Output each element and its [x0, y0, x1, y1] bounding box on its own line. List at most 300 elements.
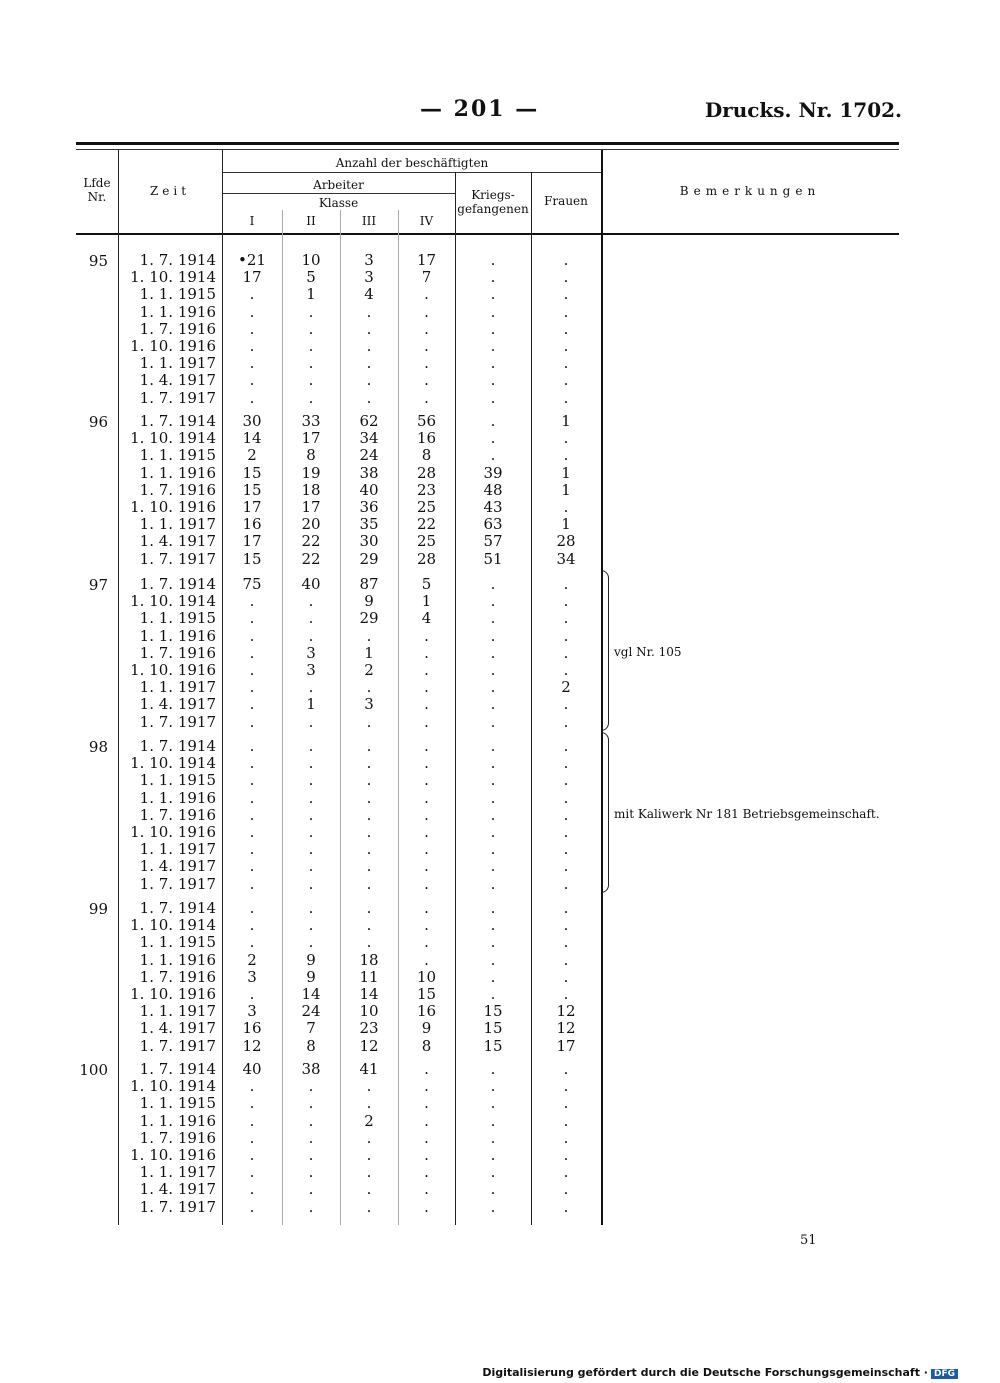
value-cell: 1 [421, 592, 432, 611]
remark-text: mit Kaliwerk Nr 181 Betriebsgemeinschaft. [614, 806, 880, 821]
value-cell: 51 [483, 549, 503, 568]
value-cell: 15 [416, 985, 437, 1003]
value-cell: . [366, 916, 372, 935]
date-cell: 1. 7. 1916 [139, 967, 216, 986]
date-cell: 1. 1. 1916 [139, 626, 216, 645]
value-cell: . [366, 1094, 372, 1113]
value-cell: 16 [416, 1002, 437, 1021]
value-cell: . [490, 412, 496, 430]
value-cell: . [308, 1111, 314, 1130]
value-cell: . [308, 1094, 314, 1113]
date-cell: 1. 7. 1916 [139, 643, 216, 662]
value-cell: . [308, 754, 314, 773]
table-row [0, 1147, 1000, 1164]
value-cell: . [308, 609, 314, 628]
value-cell: . [366, 302, 372, 321]
date-cell: 1. 7. 1914 [139, 575, 216, 593]
date-cell: 1. 7. 1917 [139, 388, 216, 407]
value-cell: . [490, 823, 496, 841]
table-row [0, 841, 1000, 858]
value-cell: . [308, 678, 314, 697]
value-cell: . [308, 1163, 314, 1182]
table-row [0, 465, 1000, 482]
value-cell: . [249, 592, 255, 611]
value-cell: . [308, 899, 314, 917]
value-cell: 1 [561, 480, 571, 499]
value-cell: . [424, 285, 429, 304]
value-cell: 28 [416, 549, 437, 568]
table-row [0, 645, 1000, 662]
value-cell: 15 [483, 1036, 503, 1055]
date-cell: 1. 1. 1915 [139, 771, 216, 790]
value-cell: . [563, 446, 569, 465]
date-cell: 1. 1. 1916 [139, 463, 216, 482]
value-cell: 3 [364, 268, 374, 287]
value-cell: 7 [421, 268, 432, 287]
table-row [0, 430, 1000, 447]
header-divider-klasse [222, 193, 455, 194]
date-cell: 1. 4. 1917 [139, 857, 216, 876]
table-row [0, 876, 1000, 893]
table-row [0, 969, 1000, 986]
value-cell: 12 [359, 1036, 379, 1055]
value-cell: 36 [359, 498, 379, 516]
header-bottom-rule [76, 233, 899, 235]
table-row [0, 286, 1000, 303]
value-cell: 3 [306, 643, 316, 662]
value-cell: . [249, 1111, 255, 1130]
value-cell: . [490, 899, 496, 917]
value-cell: . [249, 609, 255, 628]
group-number: 95 [88, 252, 108, 270]
value-cell: . [490, 805, 496, 824]
date-cell: 1. 10. 1914 [130, 1077, 216, 1096]
value-cell: . [308, 771, 314, 790]
value-cell: . [424, 788, 429, 807]
header-frauen: Frauen [544, 194, 588, 208]
value-cell: . [563, 899, 569, 917]
value-cell: . [563, 823, 569, 841]
value-cell: . [308, 823, 314, 841]
value-cell: . [563, 737, 569, 755]
table-row [0, 338, 1000, 355]
value-cell: 25 [416, 532, 437, 551]
value-cell: . [563, 319, 569, 338]
value-cell: 9 [306, 967, 316, 986]
value-cell: . [490, 643, 496, 662]
value-cell: . [563, 916, 569, 935]
table-row [0, 413, 1000, 430]
value-cell: . [308, 337, 314, 355]
value-cell: . [490, 575, 496, 593]
value-cell: . [563, 1094, 569, 1113]
value-cell: . [249, 857, 255, 876]
dfg-logo: DFG [931, 1369, 958, 1379]
value-cell: 8 [421, 446, 432, 465]
group-number: 100 [79, 1061, 108, 1079]
value-cell: 23 [359, 1019, 379, 1038]
value-cell: . [308, 1180, 314, 1199]
value-cell: 24 [359, 446, 379, 465]
date-cell: 1. 1. 1915 [139, 933, 216, 952]
table-row [0, 1181, 1000, 1198]
date-cell: 1. 10. 1916 [130, 823, 216, 841]
value-cell: . [308, 1146, 314, 1164]
value-cell: . [366, 354, 372, 373]
table-row [0, 551, 1000, 568]
value-cell: . [490, 429, 496, 448]
date-cell: 1. 1. 1915 [139, 446, 216, 465]
value-cell: . [490, 916, 496, 935]
value-cell: 5 [306, 268, 316, 287]
value-cell: 3 [247, 1002, 257, 1021]
header-klasse-iii: III [361, 214, 377, 228]
value-cell: 20 [301, 515, 321, 534]
date-cell: 1. 7. 1917 [139, 712, 216, 731]
table-row [0, 1061, 1000, 1078]
value-cell: 87 [359, 575, 379, 593]
value-cell: . [366, 805, 372, 824]
date-cell: 1. 1. 1917 [139, 1163, 216, 1182]
table-row [0, 986, 1000, 1003]
date-cell: 1. 1. 1917 [139, 840, 216, 859]
value-cell: . [249, 899, 255, 917]
table-row [0, 593, 1000, 610]
value-cell: 9 [364, 592, 374, 611]
value-cell: 34 [556, 549, 576, 568]
value-cell: . [563, 251, 569, 269]
value-cell: . [424, 950, 429, 969]
value-cell: . [424, 695, 429, 714]
value-cell: 8 [421, 1036, 432, 1055]
date-cell: 1. 1. 1915 [139, 1094, 216, 1113]
date-cell: 1. 7. 1917 [139, 1197, 216, 1216]
value-cell: . [563, 771, 569, 790]
table-row [0, 372, 1000, 389]
value-cell: . [563, 575, 569, 593]
group-number: 96 [88, 413, 108, 431]
value-cell: 17 [416, 251, 437, 269]
value-cell: . [563, 967, 569, 986]
value-cell: . [563, 285, 569, 304]
value-cell: 38 [301, 1060, 321, 1078]
top-rule-thin [76, 149, 899, 150]
value-cell: . [308, 737, 314, 755]
header-kriegsgefangenen: Kriegs- gefangenen [457, 188, 529, 216]
value-cell: . [563, 302, 569, 321]
date-cell: 1. 1. 1916 [139, 1111, 216, 1130]
value-cell: . [249, 302, 255, 321]
table-row [0, 952, 1000, 969]
value-cell: . [563, 498, 569, 516]
value-cell: 2 [364, 661, 374, 679]
table-row [0, 447, 1000, 464]
value-cell: . [249, 737, 255, 755]
value-cell: . [424, 371, 429, 390]
value-cell: . [249, 788, 255, 807]
value-cell: . [249, 754, 255, 773]
value-cell: . [563, 874, 569, 893]
group-number: 99 [88, 900, 108, 918]
value-cell: . [308, 1197, 314, 1216]
date-cell: 1. 7. 1916 [139, 1128, 216, 1147]
value-cell: . [490, 609, 496, 628]
value-cell: 43 [483, 498, 503, 516]
digitization-credit [482, 1366, 958, 1379]
table-row [0, 576, 1000, 593]
value-cell: 9 [421, 1019, 432, 1038]
value-cell: . [308, 1077, 314, 1096]
value-cell: 39 [483, 463, 503, 482]
table-row [0, 1078, 1000, 1095]
table-row [0, 934, 1000, 951]
value-cell: . [424, 805, 429, 824]
date-cell: 1. 4. 1917 [139, 1180, 216, 1199]
value-cell: . [366, 319, 372, 338]
value-cell: . [366, 899, 372, 917]
value-cell: . [424, 1180, 429, 1199]
table-row [0, 610, 1000, 627]
table-row [0, 1113, 1000, 1130]
value-cell: . [366, 823, 372, 841]
value-cell: . [424, 1128, 429, 1147]
date-cell: 1. 7. 1917 [139, 1036, 216, 1055]
value-cell: . [366, 1146, 372, 1164]
value-cell: 15 [242, 549, 262, 568]
table-row [0, 714, 1000, 731]
value-cell: . [424, 771, 429, 790]
top-rule [76, 142, 899, 145]
value-cell: 17 [301, 429, 321, 448]
value-cell: . [563, 268, 569, 287]
value-cell: 17 [242, 498, 262, 516]
value-cell: . [490, 1111, 496, 1130]
value-cell: . [424, 1077, 429, 1096]
value-cell: 16 [242, 515, 262, 534]
value-cell: . [490, 1180, 496, 1199]
value-cell: 33 [301, 412, 321, 430]
value-cell: . [490, 967, 496, 986]
value-cell: 56 [416, 412, 437, 430]
value-cell: . [249, 1077, 255, 1096]
value-cell: . [308, 371, 314, 390]
value-cell: . [563, 337, 569, 355]
value-cell: . [249, 371, 255, 390]
header-klasse: Klasse [318, 196, 359, 210]
value-cell: . [563, 1111, 569, 1130]
value-cell: . [563, 1146, 569, 1164]
table-row [0, 790, 1000, 807]
date-cell: 1. 7. 1916 [139, 319, 216, 338]
table-row [0, 1095, 1000, 1112]
value-cell: 15 [483, 1019, 503, 1038]
value-cell: 34 [359, 429, 379, 448]
value-cell: . [563, 712, 569, 731]
value-cell: . [366, 1128, 372, 1147]
date-cell: 1. 7. 1917 [139, 549, 216, 568]
value-cell: . [490, 446, 496, 465]
table-row [0, 900, 1000, 917]
value-cell: 3 [306, 661, 316, 679]
value-cell: . [490, 661, 496, 679]
value-cell: . [249, 1180, 255, 1199]
header-klasse-ii: II [306, 214, 316, 228]
value-cell: . [563, 661, 569, 679]
group-number: 97 [88, 576, 108, 594]
value-cell: . [424, 712, 429, 731]
value-cell: . [490, 1128, 496, 1147]
value-cell: . [490, 251, 496, 269]
value-cell: 19 [301, 463, 321, 482]
value-cell: . [366, 712, 372, 731]
value-cell: 41 [359, 1060, 379, 1078]
header-bemerkungen: Bemerkungen [679, 184, 821, 198]
value-cell: . [563, 695, 569, 714]
value-cell: 40 [242, 1060, 262, 1078]
value-cell: 2 [364, 1111, 374, 1130]
value-cell: 75 [242, 575, 262, 593]
value-cell: . [366, 1163, 372, 1182]
value-cell: . [249, 933, 255, 952]
value-cell: . [563, 354, 569, 373]
value-cell: . [490, 678, 496, 697]
header-klasse-i: I [249, 214, 255, 228]
date-cell: 1. 7. 1914 [139, 1060, 216, 1078]
value-cell: 16 [416, 429, 437, 448]
table-row [0, 1003, 1000, 1020]
value-cell: . [490, 1146, 496, 1164]
value-cell: . [308, 626, 314, 645]
value-cell: . [249, 916, 255, 935]
value-cell: 2 [247, 950, 257, 969]
date-cell: 1. 4. 1917 [139, 695, 216, 714]
value-cell: . [308, 857, 314, 876]
value-cell: 14 [242, 429, 262, 448]
value-cell: . [249, 1163, 255, 1182]
value-cell: . [366, 788, 372, 807]
value-cell: 1 [306, 695, 316, 714]
value-cell: . [249, 337, 255, 355]
value-cell: . [249, 643, 255, 662]
value-cell: . [490, 712, 496, 731]
table-row [0, 738, 1000, 755]
value-cell: . [308, 840, 314, 859]
value-cell: 1 [561, 463, 571, 482]
remark-text: vgl Nr. 105 [614, 644, 682, 659]
value-cell: 40 [359, 480, 379, 499]
value-cell: . [424, 1163, 429, 1182]
value-cell: . [366, 933, 372, 952]
date-cell: 1. 1. 1917 [139, 678, 216, 697]
date-cell: 1. 1. 1915 [139, 285, 216, 304]
value-cell: •21 [238, 251, 266, 269]
table-row [0, 1199, 1000, 1216]
date-cell: 1. 1. 1917 [139, 1002, 216, 1021]
value-cell: . [563, 950, 569, 969]
value-cell: 30 [359, 532, 379, 551]
table-row [0, 662, 1000, 679]
value-cell: 23 [416, 480, 437, 499]
value-cell: . [490, 695, 496, 714]
date-cell: 1. 10. 1914 [130, 592, 216, 611]
value-cell: . [424, 1060, 429, 1078]
date-cell: 1. 10. 1916 [130, 1146, 216, 1164]
value-cell: 8 [306, 1036, 316, 1055]
value-cell: . [308, 805, 314, 824]
value-cell: 1 [561, 515, 571, 534]
value-cell: . [563, 933, 569, 952]
value-cell: . [424, 754, 429, 773]
value-cell: 3 [247, 967, 257, 986]
value-cell: . [563, 985, 569, 1003]
sheet-number: 51 [800, 1233, 817, 1248]
date-cell: 1. 7. 1916 [139, 805, 216, 824]
value-cell: . [490, 737, 496, 755]
value-cell: . [249, 388, 255, 407]
header-lfde-nr: Lfde Nr. [83, 176, 111, 204]
table-row [0, 1164, 1000, 1181]
value-cell: . [424, 857, 429, 876]
value-cell: . [490, 933, 496, 952]
value-cell: . [249, 1197, 255, 1216]
credit-text: Digitalisierung gefördert durch die Deutsche Forschungsgemeinschaft · [482, 1366, 928, 1379]
table-row [0, 696, 1000, 713]
value-cell: . [249, 771, 255, 790]
value-cell: . [563, 1128, 569, 1147]
value-cell: 17 [556, 1036, 576, 1055]
value-cell: . [308, 933, 314, 952]
value-cell: 30 [242, 412, 262, 430]
value-cell: 2 [561, 678, 571, 697]
table-row [0, 1038, 1000, 1055]
date-cell: 1. 1. 1915 [139, 609, 216, 628]
date-cell: 1. 1. 1916 [139, 950, 216, 969]
value-cell: . [249, 823, 255, 841]
value-cell: . [563, 388, 569, 407]
header-klasse-iv: IV [419, 214, 434, 228]
value-cell: . [366, 337, 372, 355]
value-cell: 15 [242, 463, 262, 482]
remark-bracket [601, 732, 609, 893]
value-cell: . [424, 678, 429, 697]
value-cell: . [308, 712, 314, 731]
table-row [0, 304, 1000, 321]
value-cell: 29 [359, 549, 379, 568]
value-cell: . [424, 840, 429, 859]
value-cell: 2 [247, 446, 257, 465]
table-row [0, 482, 1000, 499]
date-cell: 1. 1. 1916 [139, 302, 216, 321]
value-cell: . [424, 737, 429, 755]
value-cell: . [249, 1146, 255, 1164]
value-cell: . [424, 337, 429, 355]
date-cell: 1. 1. 1916 [139, 788, 216, 807]
date-cell: 1. 10. 1914 [130, 429, 216, 448]
date-cell: 1. 1. 1917 [139, 354, 216, 373]
value-cell: . [424, 823, 429, 841]
value-cell: 24 [301, 1002, 321, 1021]
value-cell: . [249, 805, 255, 824]
value-cell: . [424, 319, 429, 338]
date-cell: 1. 7. 1914 [139, 251, 216, 269]
date-cell: 1. 10. 1916 [130, 337, 216, 355]
value-cell: 62 [359, 412, 379, 430]
value-cell: 17 [242, 532, 262, 551]
value-cell: 10 [359, 1002, 379, 1021]
value-cell: 22 [301, 532, 321, 551]
table-row [0, 1130, 1000, 1147]
value-cell: 15 [483, 1002, 503, 1021]
